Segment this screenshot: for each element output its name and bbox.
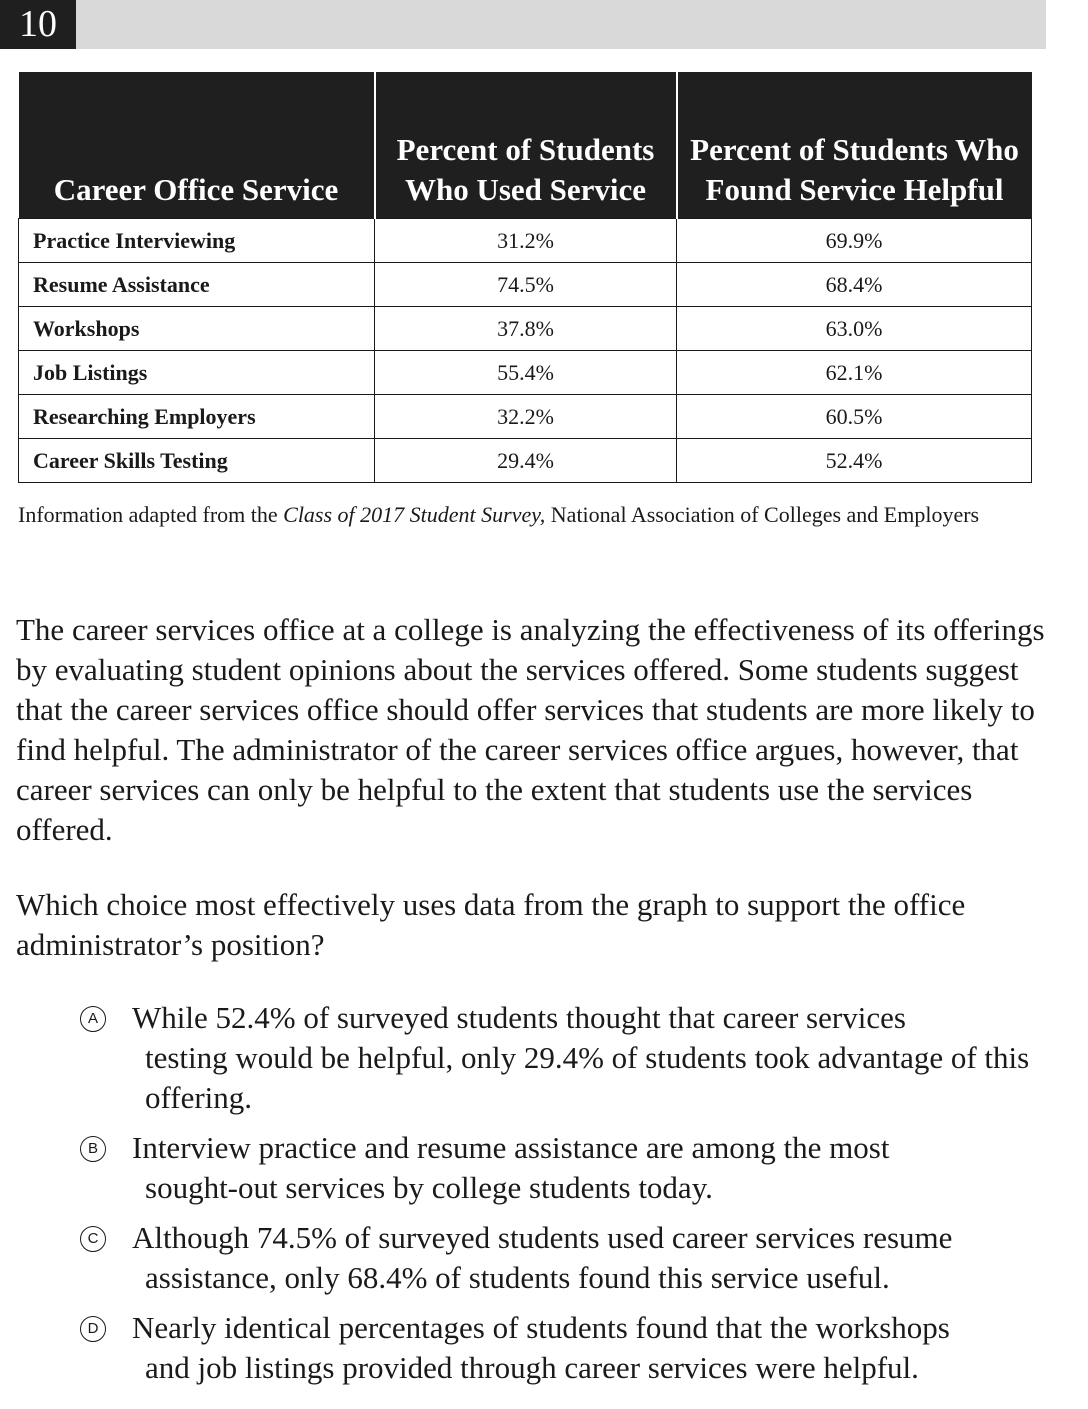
question-number: 10	[0, 0, 76, 49]
choice-a-bubble[interactable]: A	[80, 1006, 106, 1032]
choice-b[interactable]	[132, 1128, 1032, 1208]
helpful-percent: 60.5%	[677, 395, 1032, 439]
header-service: Career Office Service	[19, 72, 375, 219]
table-row	[19, 395, 1032, 439]
choice-b-bubble[interactable]: B	[80, 1136, 106, 1162]
source-suffix: National Association of Colleges and Employers	[545, 502, 980, 527]
choice-a[interactable]	[132, 998, 1032, 1118]
header-helpful: Percent of Students Who Found Service Helpful	[677, 72, 1032, 219]
service-name: Career Skills Testing	[19, 439, 375, 483]
used-percent: 37.8%	[375, 307, 677, 351]
question-text: Which choice most effectively uses data from the graph to support the office administrator’s position?	[16, 887, 966, 962]
header-used: Percent of Students Who Used Service	[375, 72, 677, 219]
source-note	[18, 500, 1028, 530]
choice-b-text-line1: Interview practice and resume assistance are among the most	[132, 1130, 890, 1165]
table-row	[19, 351, 1032, 395]
passage-text: The career services office at a college is analyzing the effectiveness of its offerings by evaluating student opinions about the services offered. Some students suggest that the career services office should offer services that students are more likely to find helpful. The administrator of the career services office argues, however, that career services can only be helpful to the extent that students use the services offered.	[16, 612, 1045, 847]
service-name: Workshops	[19, 307, 375, 351]
helpful-percent: 62.1%	[677, 351, 1032, 395]
question-header-bar	[0, 0, 1046, 49]
service-name: Researching Employers	[19, 395, 375, 439]
service-name: Resume Assistance	[19, 263, 375, 307]
choice-c-text-rest: assistance, only 68.4% of students found this service useful.	[145, 1260, 890, 1295]
helpful-percent: 68.4%	[677, 263, 1032, 307]
source-prefix: Information adapted from the	[18, 502, 284, 527]
source-title: Class of 2017 Student Survey,	[283, 502, 546, 527]
choice-d[interactable]	[132, 1308, 1032, 1388]
helpful-percent: 52.4%	[677, 439, 1032, 483]
choice-d-text-line1: Nearly identical percentages of students found that the workshops	[132, 1310, 950, 1345]
choice-d-text-rest: and job listings provided through career services were helpful.	[145, 1350, 919, 1385]
table-row	[19, 439, 1032, 483]
choice-a-text-rest: testing would be helpful, only 29.4% of students took advantage of this offering.	[145, 1040, 1030, 1115]
used-percent: 55.4%	[375, 351, 677, 395]
table-row	[19, 263, 1032, 307]
table-row	[19, 219, 1032, 263]
choice-c[interactable]	[132, 1218, 1032, 1298]
choice-c-text-line1: Although 74.5% of surveyed students used career services resume	[132, 1220, 953, 1255]
helpful-percent: 69.9%	[677, 219, 1032, 263]
choice-d-bubble[interactable]: D	[80, 1316, 106, 1342]
career-services-table	[18, 72, 1032, 483]
used-percent: 29.4%	[375, 439, 677, 483]
table-row	[19, 307, 1032, 351]
choice-a-text-line1: While 52.4% of surveyed students thought that career services	[132, 1000, 906, 1035]
choice-c-bubble[interactable]: C	[80, 1226, 106, 1252]
service-name: Practice Interviewing	[19, 219, 375, 263]
choice-b-text-rest: sought-out services by college students today.	[145, 1170, 713, 1205]
helpful-percent: 63.0%	[677, 307, 1032, 351]
used-percent: 31.2%	[375, 219, 677, 263]
service-name: Job Listings	[19, 351, 375, 395]
used-percent: 32.2%	[375, 395, 677, 439]
used-percent: 74.5%	[375, 263, 677, 307]
